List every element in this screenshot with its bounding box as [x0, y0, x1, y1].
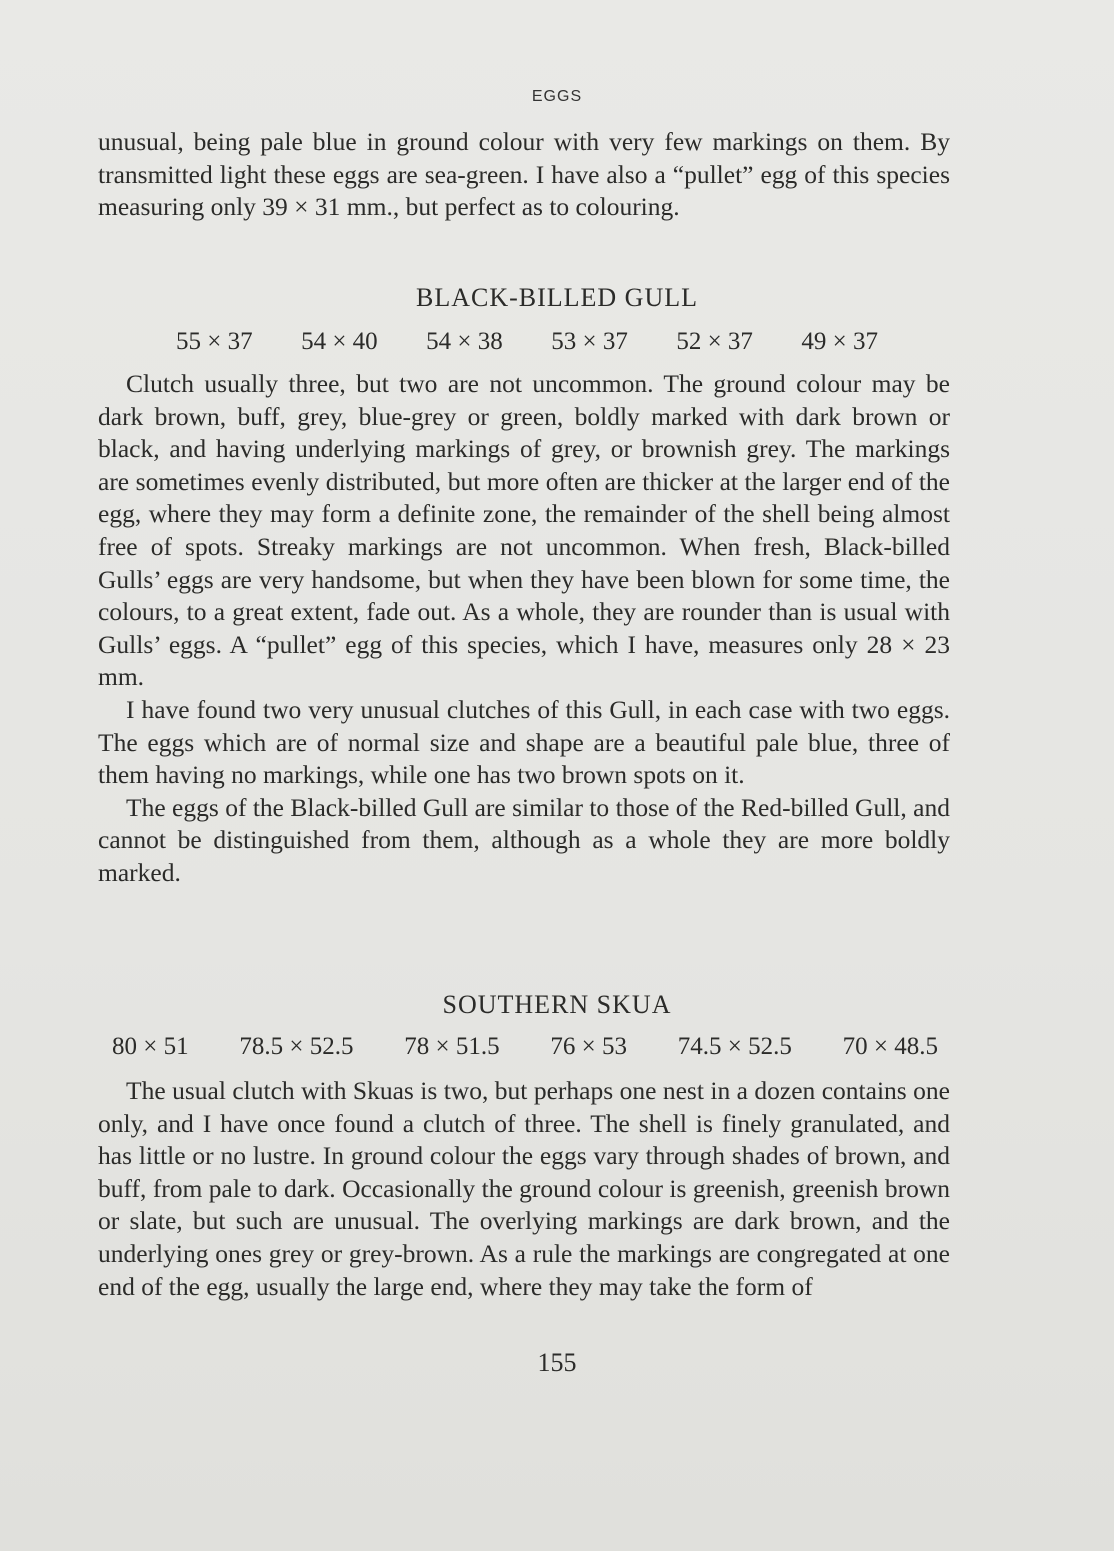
measurement: 74.5 × 52.5: [677, 1033, 792, 1060]
measurement: 70 × 48.5: [842, 1033, 938, 1060]
measurement: 55 × 37: [176, 328, 253, 355]
measurements-black-billed-gull: [176, 328, 878, 356]
running-head: EGGS: [531, 88, 583, 105]
measurement: 54 × 38: [426, 328, 503, 355]
measurement: 54 × 40: [301, 328, 378, 355]
paragraph: Clutch usually three, but two are not uncommon. The ground colour may be dark brown, buff, grey, blue-grey or green, boldly marked with dark brown or black, and having underlying markings of grey, or brownish grey. The markings are sometimes evenly distributed, but more often are thicker at the larger end of the egg, where they may form a definite zone, the remainder of the shell being almost free of spots. Streaky markings are not uncommon. When fresh, Black-billed Gulls’ eggs are very handsome, but when they have been blown for some time, the colours, to a great extent, fade out. As a whole, they are rounder than is usual with Gulls’ eggs. A “pullet” egg of this species, which I have, measures only 28 × 23 mm.: [98, 369, 950, 692]
measurements-southern-skua: [112, 1033, 938, 1061]
measurement: 53 × 37: [551, 328, 628, 355]
section-body-southern-skua: [98, 1075, 950, 1303]
paragraph: The usual clutch with Skuas is two, but perhaps one nest in a dozen contains one only, and I have once found a clutch of three. The shell is finely granulated, and has little or no lustre. In ground colour the eggs vary through shades of brown, and buff, from pale to dark. Occasionally the ground colour is greenish, greenish brown or slate, but such are unusual. The overlying markings are dark brown, and the underlying ones grey or grey-brown. As a rule the markings are congregated at one end of the egg, usually the large end, where they may take the form of: [98, 1076, 950, 1301]
measurement: 78 × 51.5: [404, 1033, 500, 1060]
section-title-black-billed-gull: BLACK-BILLED GULL: [415, 283, 698, 312]
page-number: 155: [537, 1348, 577, 1377]
measurement: 52 × 37: [676, 328, 753, 355]
section-body-black-billed-gull: [98, 368, 950, 890]
measurement: 78.5 × 52.5: [239, 1033, 354, 1060]
measurement: 49 × 37: [801, 328, 878, 355]
continuation-text: [98, 126, 950, 224]
paragraph: The eggs of the Black-billed Gull are similar to those of the Red-billed Gull, and cannot be distinguished from them, although as a whole they are more boldly marked.: [98, 792, 950, 887]
measurement: 80 × 51: [112, 1033, 189, 1060]
paragraph: I have found two very unusual clutches of this Gull, in each case with two eggs. The eggs which are of normal size and shape are a beautiful pale blue, three of them having no markings, while one has two brown spots on it.: [98, 694, 950, 790]
intro-paragraph: unusual, being pale blue in ground colour with very few markings on them. By transmitted light these eggs are sea-green. I have also a “pullet” egg of this species measuring only 39 × 31 mm., but perfect as to colouring.: [98, 127, 950, 222]
measurement: 76 × 53: [550, 1033, 627, 1060]
section-title-southern-skua: SOUTHERN SKUA: [442, 990, 672, 1019]
